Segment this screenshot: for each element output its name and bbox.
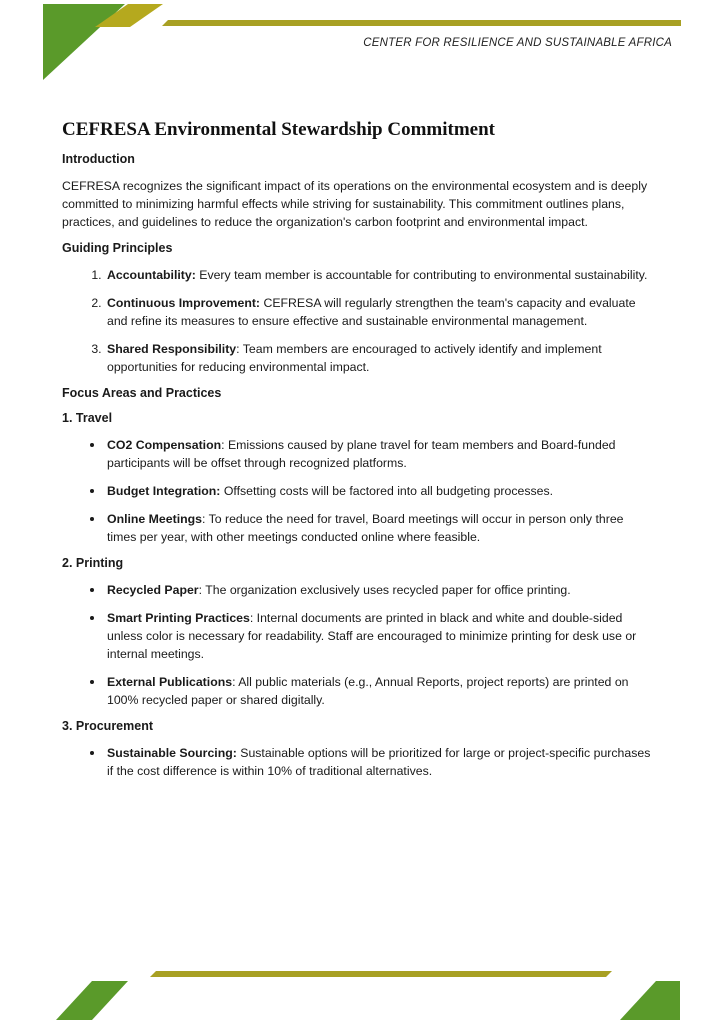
list-item [105,581,652,599]
list-item [105,609,652,663]
item-text: : Team members are encouraged to actively identify and implement opportunities for reducing environmental impact. [107,342,602,374]
procurement-list [62,744,652,780]
item-text: Every team member is accountable for contributing to environmental sustainability. [195,268,648,282]
item-term: Continuous Improvement: [107,296,261,310]
focus-areas-heading: Focus Areas and Practices [62,386,222,400]
item-term: Budget Integration: [107,484,221,498]
header-rule [162,20,681,26]
header-org-name: CENTER FOR RESILIENCE AND SUSTAINABLE AFRICA [363,37,672,49]
list-item [105,744,652,780]
travel-heading: 1. Travel [62,411,113,425]
travel-list [62,436,652,546]
item-term: Smart Printing Practices [107,611,250,625]
footer-right-green-shape [620,981,680,1020]
list-item [105,266,652,284]
item-text: Offsetting costs will be factored into all budgeting processes. [220,484,554,498]
item-text: : All public materials (e.g., Annual Reports, project reports) are printed on 100% recycled paper or shared digitally. [107,675,629,707]
list-item [105,673,652,709]
guiding-principles-list [62,266,652,376]
procurement-heading: 3. Procurement [62,719,154,733]
introduction-text: CEFRESA recognizes the significant impact of its operations on the environmental ecosystem and is deeply committed to minimizing harmful effects while striving for sustainability. This commitment outlines plans, practices, and guidelines to reduce the organization's carbon footprint and environmental impact. [62,179,648,229]
item-term: Recycled Paper [107,583,199,597]
item-text: : The organization exclusively uses recycled paper for office printing. [198,583,571,597]
list-item [105,436,652,472]
item-text: CEFRESA will regularly strengthen the team's capacity and evaluate and refine its measures to ensure effective and sustainable environmental management. [107,296,636,328]
introduction-heading: Introduction [62,152,135,166]
document-body [62,119,652,790]
footer-left-green-shape [56,981,128,1020]
list-item [105,510,652,546]
list-item [105,340,652,376]
printing-heading: 2. Printing [62,556,124,570]
item-term: External Publications [107,675,233,689]
item-text: : Internal documents are printed in black and white and double-sided unless color is necessary for readability. Staff are encouraged to minimize printing for desk use or internal meetings. [107,611,637,661]
item-term: Shared Responsibility [107,342,237,356]
printing-list [62,581,652,709]
item-text: : Emissions caused by plane travel for team members and Board-funded participants will be offset through recognized platforms. [107,438,616,470]
document-title: CEFRESA Environmental Stewardship Commitment [62,119,495,140]
footer-rule [150,971,612,977]
item-text: Sustainable options will be prioritized for large or project-specific purchases if the cost difference is within 10% of traditional alternatives. [107,746,651,778]
item-term: Sustainable Sourcing: [107,746,237,760]
item-text: : To reduce the need for travel, Board meetings will occur in person only three times per year, with other meetings conducted online where feasible. [107,512,624,544]
list-item [105,482,652,500]
item-term: CO2 Compensation [107,438,222,452]
list-item [105,294,652,330]
item-term: Online Meetings [107,512,202,526]
item-term: Accountability: [107,268,196,282]
guiding-principles-heading: Guiding Principles [62,241,173,255]
